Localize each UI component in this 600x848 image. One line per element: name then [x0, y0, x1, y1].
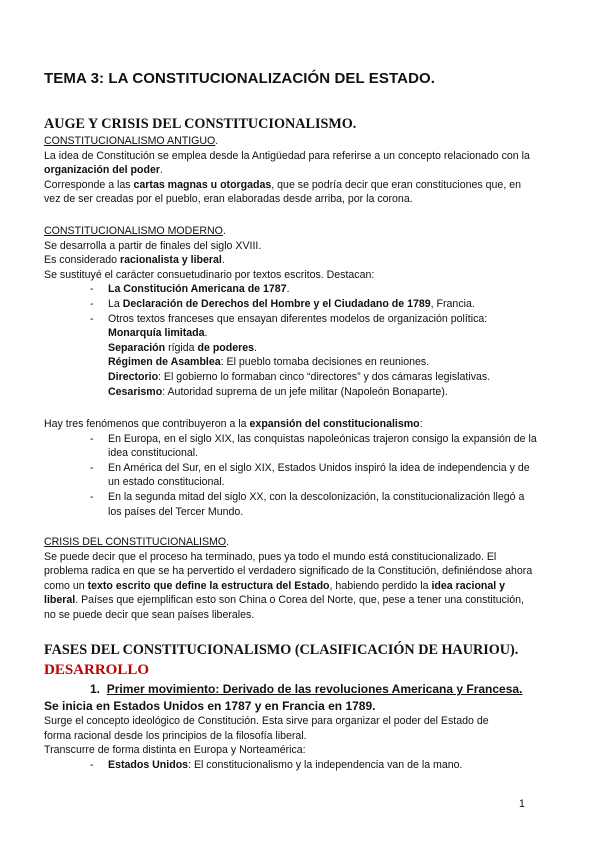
moderno-line-2: Es considerado racionalista y liberal. — [44, 254, 225, 267]
page-number: 1 — [519, 798, 525, 810]
crisis-line-2: problema radica en que se ha pervertido el verdadero significado de la Constitución, definiéndose ahora — [44, 565, 533, 578]
model-asamblea: Régimen de Asamblea: El pueblo tomaba decisiones en reuniones. — [108, 356, 430, 369]
movement-1-start: Se inicia en Estados Unidos en 1787 y en Francia en 1789. — [44, 699, 376, 713]
desarrollo-heading: DESARROLLO — [44, 662, 150, 678]
antiguo-block: CONSTITUCIONALISMO ANTIGUO. La idea de Constitución se emplea desde la Antigüedad para referirse a un concepto relacionado con la organización del poder. Corresponde a las cartas magnas u otorgadas, que se podría decir que eran constituciones que, en vez de ser creadas por el pueblo, eran elaboradas desde arriba, por la corona. — [44, 134, 562, 207]
page-title: TEMA 3: LA CONSTITUCIONALIZACIÓN DEL ESTADO. — [44, 70, 436, 87]
antiguo-line-4: vez de ser creadas por el pueblo, eran elaboradas desde arriba, por la corona. — [44, 193, 413, 206]
moderno-list — [44, 282, 562, 326]
list-item: - Estados Unidos: El constitucionalismo y la independencia van de la mano. — [90, 758, 463, 771]
model-directorio: Directorio: El gobierno lo formaban cinco “directores” y dos cámaras legislativas. — [108, 370, 491, 383]
antiguo-line-3: Corresponde a las cartas magnas u otorgadas, que se podría decir que eran constituciones que, en — [44, 178, 521, 191]
crisis-block: CRISIS DEL CONSTITUCIONALISMO. Se puede decir que el proceso ha terminado, pues ya todo el mundo está constitucionalizado. El problema radica en que se ha pervertido el verdadero significado de la Constitución, definiéndose ahora como un texto escrito que define la estructura del Estado, habiendo perdido la idea racional y liberal. Países que ejemplifican esto son China o Corea del Norte, que, pese a tener una constitución, no se puede decir que sean países liberales. — [44, 535, 562, 623]
crisis-line-4: liberal. Países que ejemplifican esto son China o Corea del Norte, que, pese a tener una constitución, — [44, 594, 524, 607]
movement-1-body — [44, 714, 562, 772]
movement-list — [44, 758, 562, 773]
list-item: - En América del Sur, en el siglo XIX, Estados Unidos inspiró la idea de independencia y de un estado constitucional. — [90, 461, 530, 489]
fenomenos-intro: Hay tres fenómenos que contribuyeron a la expansión del constitucionalismo: — [44, 418, 423, 430]
list-item: - En Europa, en el siglo XIX, las conquistas napoleónicas trajeron consigo la expansión de la idea constitucional. — [90, 432, 537, 460]
moderno-block: CONSTITUCIONALISMO MODERNO. Se desarrolla a partir de finales del siglo XVIII. Es considerado racionalista y liberal. Se sustituyé el carácter consuetudinario por textos escritos. Destacan: - La Constitución Americana de 1787. - La Declaración de Derechos del Hombre y el Ciudadano de 1789, Francia. - Otros textos franceses que ensayan diferentes modelos de organización política: Monarquía limitada. Separación rígida de poderes. Régimen de Asamblea: El pueblo tomaba decisiones en reuniones. Directorio: El gobierno lo formaban cinco “directores” y dos cámaras legislativas. Cesarismo: Autoridad suprema de un jefe militar (Napoleón Bonaparte). — [44, 224, 562, 399]
movement-line-1: Surge el concepto ideológico de Constitución. Esta sirve para organizar el poder del Estado de — [44, 715, 489, 727]
movement-line-2: forma racional desde los principios de la filosofía liberal. — [44, 729, 307, 742]
section-heading-fases: FASES DEL CONSTITUCIONALISMO (CLASIFICACIÓN DE HAURIOU). — [44, 642, 519, 658]
model-cesarismo: Cesarismo: Autoridad suprema de un jefe militar (Napoleón Bonaparte). — [108, 385, 448, 398]
fenomenos-list — [44, 432, 562, 520]
subheading-antiguo: CONSTITUCIONALISMO ANTIGUO — [44, 135, 216, 147]
movement-line-3: Transcurre de forma distinta en Europa y Norteamérica: — [44, 744, 306, 757]
moderno-line-3: Se sustituyé el carácter consuetudinario por textos escritos. Destacan: — [44, 268, 375, 281]
list-item: - En la segunda mitad del siglo XX, con la descolonización, la constitucionalización llegó a los países del Tercer Mundo. — [90, 490, 525, 518]
list-item: - La Declaración de Derechos del Hombre y el Ciudadano de 1789, Francia. — [90, 297, 475, 310]
movement-1-heading: 1. Primer movimiento: Derivado de las revoluciones Americana y Francesa. — [90, 682, 523, 696]
list-item: - La Constitución Americana de 1787. — [90, 283, 290, 296]
model-separacion: Separación rígida de poderes. — [108, 341, 257, 354]
crisis-line-3: como un texto escrito que define la estructura del Estado, habiendo perdido la idea racional y — [44, 579, 506, 592]
moderno-line-1: Se desarrolla a partir de finales del siglo XVIII. — [44, 239, 262, 252]
fenomenos-block — [44, 417, 562, 519]
antiguo-bold-organizacion: organización del poder — [44, 164, 160, 177]
subheading-crisis: CRISIS DEL CONSTITUCIONALISMO — [44, 536, 227, 548]
model-monarquia: Monarquía limitada. — [108, 327, 208, 340]
crisis-line-1: Se puede decir que el proceso ha terminado, pues ya todo el mundo está constitucionalizado. El — [44, 550, 497, 563]
list-item: - Otros textos franceses que ensayan diferentes modelos de organización política: — [90, 312, 488, 325]
subheading-moderno: CONSTITUCIONALISMO MODERNO — [44, 225, 223, 237]
section-heading-auge: AUGE Y CRISIS DEL CONSTITUCIONALISMO. — [44, 116, 357, 132]
antiguo-line-1: La idea de Constitución se emplea desde la Antigüedad para referirse a un concepto relacionado con la — [44, 149, 530, 162]
crisis-line-5: no se puede decir que sean países liberales. — [44, 608, 255, 621]
